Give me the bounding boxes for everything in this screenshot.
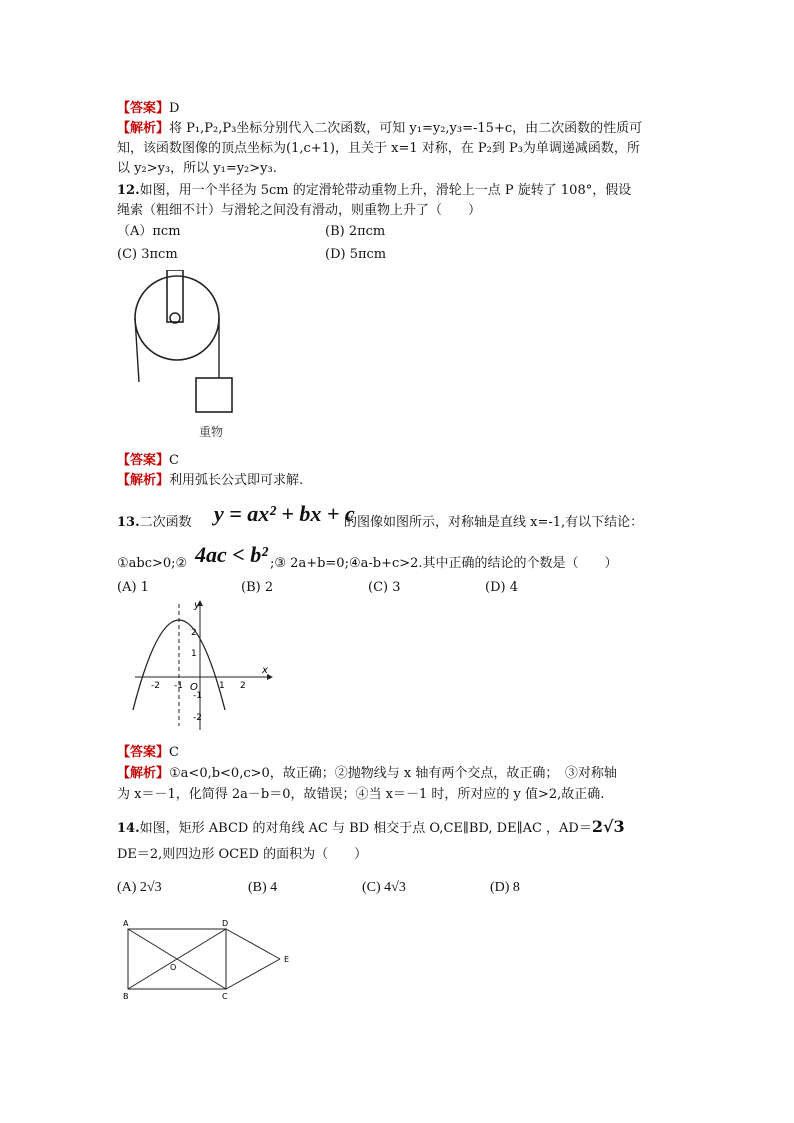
q11-analysis-line2: 知，该函数图像的顶点坐标为(1,c+1)，且关于 x=1 对称，在 P₂到 P₃为单调递减函数，所 [117,141,640,156]
analysis-tag: 【解析】 [117,766,170,781]
y-axis-label: y [194,600,200,611]
q11-analysis-line3: 以 y₂>y₃，所以 y₁=y₂>y₃. [117,161,277,176]
pulley-figure [125,270,245,445]
q12-option-b: (B) 2πcm [325,224,386,239]
answer-tag: 【答案】 [117,453,170,468]
q13-answer-line [117,743,179,763]
q11-answer-line [117,99,179,119]
point-b-label: B [123,992,129,1001]
q12-stem-line1 [117,181,631,201]
q13-quadratic-formula: y = ax² + bx + c [214,501,355,526]
y-tick: -2 [193,713,202,723]
x-tick: -2 [151,681,160,691]
point-c-label: C [222,992,228,1001]
q12-option-d: (D) 5πcm [325,247,387,262]
rope-left [135,318,139,382]
question-number: 13. [117,515,140,530]
x-tick: 2 [240,681,246,691]
point-d-label: D [222,919,229,928]
answer-value: C [169,453,179,468]
q14-option-d: (D) 8 [490,880,520,895]
point-a-label: A [123,919,129,928]
segment-de [226,929,280,959]
weight-block [196,378,232,412]
analysis-tag: 【解析】 [117,473,170,488]
y-tick: -1 [193,691,202,701]
q13-option-b: (B) 2 [241,580,274,595]
pulley-bracket [167,270,183,322]
answer-tag: 【答案】 [117,101,170,116]
parabola-graph [127,598,277,738]
rectangle-figure [120,915,300,1005]
answer-value: D [169,101,180,116]
q14-option-a: (A) 2√3 [117,880,162,895]
pulley-wheel [135,276,219,360]
answer-value: C [169,745,179,760]
x-axis-label: x [262,665,268,676]
q13-analysis-line1 [117,764,617,784]
q13-inequality-formula: 4ac < b² [195,542,268,567]
q12-analysis-line [117,471,303,491]
q13-stem-post: 的图像如图所示，对称轴是直线 x=-1,有以下结论： [344,515,644,530]
ad-length-value: 2√3 [591,817,625,836]
question-text: 如图，用一个半径为 5cm 的定滑轮带动重物上升，滑轮上一点 P 旋转了 108°，假设 [139,183,632,198]
q12-stem-line2: 绳索（粗细不计）与滑轮之间没有滑动，则重物上升了（ ） [117,203,482,218]
question-text: 如图，矩形 ABCD 的对角线 AC 与 BD 相交于点 O,CE∥BD, DE∥AC ，AD＝ [139,821,592,836]
y-tick: 1 [191,649,197,659]
q14-stem-line1 [117,817,625,839]
point-o-label: O [170,963,177,972]
q13-option-a: (A) 1 [117,580,149,595]
q14-option-c: (C) 4√3 [362,880,406,895]
q12-answer-line [117,451,179,471]
q13-analysis-line2: 为 x＝－1，化简得 2a－b＝0，故错误；④当 x＝－1 时，所对应的 y 值>2,故正确. [117,787,605,802]
segment-ce [226,959,280,989]
weight-label: 重物 [199,425,224,439]
q13-option-c: (C) 3 [368,580,401,595]
q14-stem-line2: DE＝2,则四边形 OCED 的面积为（ ） [117,847,368,862]
q13-stem-pre [117,513,192,533]
analysis-tag: 【解析】 [117,121,170,136]
question-text: 二次函数 [139,515,192,530]
q13-cond-1: ①abc>0;② [117,556,188,571]
q12-option-c: (C) 3πcm [117,247,178,262]
analysis-text: 将 P₁,P₂,P₃坐标分别代入二次函数，可知 y₁=y₂,y₃=-15+c，由二次函数的性质可 [169,121,643,136]
q14-option-b: (B) 4 [248,880,278,895]
x-tick: -1 [174,681,183,691]
question-number: 14. [117,821,140,836]
analysis-text: 利用弧长公式即可求解. [169,473,304,488]
answer-tag: 【答案】 [117,745,170,760]
analysis-text: ①a<0,b<0,c>0，故正确；②抛物线与 x 轴有两个交点，故正确； ③对称轴 [169,766,617,781]
q11-analysis-line1 [117,119,642,139]
question-number: 12. [117,183,140,198]
origin-label: O [190,682,198,693]
q13-cond-2: ;③ 2a+b=0;④a-b+c>2.其中正确的结论的个数是（ ） [270,556,618,571]
point-e-label: E [284,955,290,964]
y-tick: 2 [191,628,197,638]
q13-option-d: (D) 4 [485,580,518,595]
x-tick: 1 [219,681,225,691]
q12-option-a: （A）πcm [117,224,181,239]
